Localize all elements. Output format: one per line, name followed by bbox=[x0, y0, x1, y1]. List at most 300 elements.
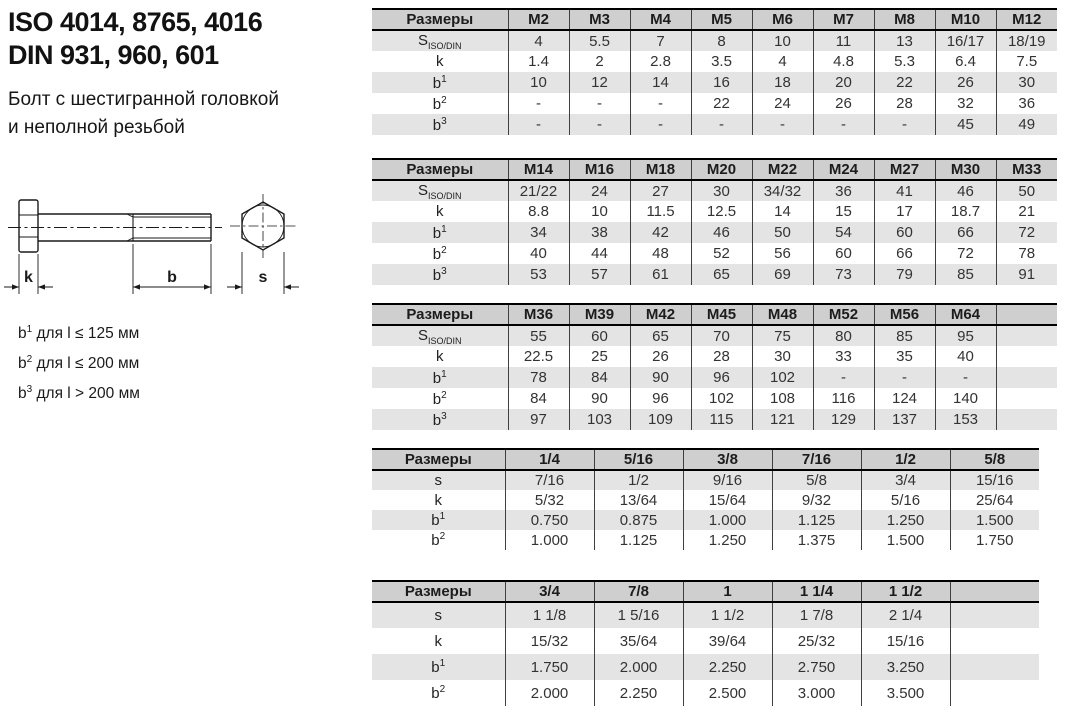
value-cell: 30 bbox=[996, 72, 1057, 93]
value-cell: 36 bbox=[813, 180, 874, 201]
value-cell bbox=[950, 602, 1039, 628]
page-title-line2: DIN 931, 960, 601 bbox=[8, 40, 219, 70]
value-cell bbox=[996, 409, 1057, 430]
value-cell: 56 bbox=[752, 243, 813, 264]
value-cell: 0.750 bbox=[505, 510, 594, 530]
table-row bbox=[372, 490, 1039, 510]
table-row bbox=[372, 51, 1057, 72]
size-header: M27 bbox=[874, 159, 935, 180]
row-label-cell: k bbox=[436, 348, 444, 365]
value-cell: 40 bbox=[935, 346, 996, 367]
value-cell: 12.5 bbox=[691, 201, 752, 222]
value-cell: 12 bbox=[569, 72, 630, 93]
dim-label-s: s bbox=[258, 269, 268, 286]
value-cell: 95 bbox=[935, 325, 996, 346]
value-cell: 28 bbox=[874, 93, 935, 114]
value-cell: 39/64 bbox=[683, 628, 772, 654]
value-cell: 2 bbox=[569, 51, 630, 72]
value-cell bbox=[950, 680, 1039, 706]
value-cell: 96 bbox=[691, 367, 752, 388]
value-cell: 26 bbox=[935, 72, 996, 93]
value-cell: 36 bbox=[996, 93, 1057, 114]
value-cell: 78 bbox=[996, 243, 1057, 264]
value-cell: 25 bbox=[569, 346, 630, 367]
k-arrow-right bbox=[38, 284, 45, 289]
row-label-cell: $b^2$ bbox=[432, 389, 447, 408]
value-cell: 8 bbox=[691, 30, 752, 51]
value-cell: 18 bbox=[752, 72, 813, 93]
value-cell: 24 bbox=[752, 93, 813, 114]
value-cell: 102 bbox=[752, 367, 813, 388]
value-cell: 1.125 bbox=[772, 510, 861, 530]
size-header: 5/8 bbox=[950, 449, 1039, 470]
row-label-cell: s bbox=[372, 602, 505, 628]
size-header: M39 bbox=[569, 304, 630, 325]
row-label-cell: $b^2$ bbox=[432, 244, 447, 263]
value-cell: 48 bbox=[630, 243, 691, 264]
value-cell: 20 bbox=[813, 72, 874, 93]
value-cell: 137 bbox=[874, 409, 935, 430]
dim-label-b: b bbox=[167, 269, 177, 286]
value-cell: 1.500 bbox=[950, 510, 1039, 530]
row-label-cell: $S_{ISO/DIN}$ bbox=[372, 180, 508, 201]
value-cell: 8.8 bbox=[508, 201, 569, 222]
value-cell bbox=[996, 367, 1057, 388]
value-cell: 5/16 bbox=[861, 490, 950, 510]
row-label-cell: $b^3$ bbox=[372, 264, 508, 285]
value-cell bbox=[950, 628, 1039, 654]
value-cell: 22 bbox=[874, 72, 935, 93]
size-header: 1 bbox=[683, 581, 772, 602]
size-header-label: Размеры bbox=[372, 449, 505, 470]
value-cell: 7.5 bbox=[996, 51, 1057, 72]
value-cell: 73 bbox=[813, 264, 874, 285]
value-cell: 90 bbox=[630, 367, 691, 388]
size-header bbox=[950, 581, 1039, 602]
row-label-cell: k bbox=[436, 53, 444, 70]
value-cell: 1.500 bbox=[861, 530, 950, 550]
value-cell: 14 bbox=[752, 201, 813, 222]
subtitle-line1: Болт с шестигранной головкой bbox=[8, 89, 279, 110]
size-header: M22 bbox=[752, 159, 813, 180]
row-label-cell: $b^1$ bbox=[372, 510, 505, 530]
table-metric-m2-m12 bbox=[372, 8, 1057, 135]
value-cell: 2.000 bbox=[594, 654, 683, 680]
value-cell: 96 bbox=[630, 388, 691, 409]
value-cell: 65 bbox=[691, 264, 752, 285]
value-cell: 25/64 bbox=[950, 490, 1039, 510]
value-cell: 22.5 bbox=[508, 346, 569, 367]
value-cell: 75 bbox=[752, 325, 813, 346]
value-cell: - bbox=[813, 114, 874, 135]
bolt-technical-drawing bbox=[0, 184, 330, 310]
value-cell: 3.500 bbox=[861, 680, 950, 706]
value-cell: 5.5 bbox=[569, 30, 630, 51]
value-cell: 18/19 bbox=[996, 30, 1057, 51]
thread-length-notes bbox=[18, 317, 140, 407]
value-cell: 66 bbox=[874, 243, 935, 264]
size-header: M20 bbox=[691, 159, 752, 180]
value-cell: 91 bbox=[996, 264, 1057, 285]
value-cell: 1 5/16 bbox=[594, 602, 683, 628]
value-cell: 2.500 bbox=[683, 680, 772, 706]
value-cell: 116 bbox=[813, 388, 874, 409]
value-cell: - bbox=[813, 367, 874, 388]
value-cell: 15 bbox=[813, 201, 874, 222]
value-cell: 140 bbox=[935, 388, 996, 409]
row-label-cell: $b^2$ bbox=[432, 94, 447, 113]
size-header: M42 bbox=[630, 304, 691, 325]
size-header: M3 bbox=[569, 9, 630, 30]
size-header: M52 bbox=[813, 304, 874, 325]
table-row bbox=[372, 388, 1057, 409]
value-cell: 79 bbox=[874, 264, 935, 285]
table-row bbox=[372, 201, 1057, 222]
row-label-cell: $b^3$ bbox=[372, 409, 508, 430]
value-cell: - bbox=[874, 114, 935, 135]
value-cell: 124 bbox=[874, 388, 935, 409]
row-label-cell: $b^1$ bbox=[372, 72, 508, 93]
value-cell: 15/64 bbox=[683, 490, 772, 510]
value-cell: 1.250 bbox=[683, 530, 772, 550]
value-cell: 33 bbox=[813, 346, 874, 367]
value-cell: 26 bbox=[813, 93, 874, 114]
value-cell: 60 bbox=[874, 222, 935, 243]
row-label-cell: $b^2$ bbox=[431, 684, 446, 702]
value-cell: 30 bbox=[752, 346, 813, 367]
value-cell: 1.4 bbox=[508, 51, 569, 72]
value-cell: 57 bbox=[569, 264, 630, 285]
row-label-cell: k bbox=[436, 203, 444, 220]
value-cell: 27 bbox=[630, 180, 691, 201]
value-cell: 9/16 bbox=[683, 470, 772, 490]
value-cell: 69 bbox=[752, 264, 813, 285]
value-cell: 7 bbox=[630, 30, 691, 51]
value-cell: 90 bbox=[569, 388, 630, 409]
size-header: M30 bbox=[935, 159, 996, 180]
value-cell: - bbox=[569, 114, 630, 135]
value-cell: 60 bbox=[569, 325, 630, 346]
b-arrow-right bbox=[204, 284, 211, 289]
value-cell: 2.250 bbox=[594, 680, 683, 706]
value-cell: 5/8 bbox=[772, 470, 861, 490]
size-header: M56 bbox=[874, 304, 935, 325]
value-cell: 14 bbox=[630, 72, 691, 93]
value-cell: 84 bbox=[569, 367, 630, 388]
value-cell bbox=[996, 388, 1057, 409]
value-cell: 72 bbox=[996, 222, 1057, 243]
value-cell: 32 bbox=[935, 93, 996, 114]
value-cell: 16/17 bbox=[935, 30, 996, 51]
value-cell: - bbox=[935, 367, 996, 388]
size-header: M4 bbox=[630, 9, 691, 30]
table-row bbox=[372, 628, 1039, 654]
value-cell: 1.000 bbox=[683, 510, 772, 530]
value-cell: 3.250 bbox=[861, 654, 950, 680]
size-header: M33 bbox=[996, 159, 1057, 180]
table-row bbox=[372, 530, 1039, 550]
value-cell: - bbox=[874, 367, 935, 388]
dim-label-k: k bbox=[24, 269, 33, 286]
row-label-cell: $b^1$ bbox=[372, 222, 508, 243]
value-cell: 24 bbox=[569, 180, 630, 201]
value-cell: - bbox=[630, 93, 691, 114]
value-cell: 10 bbox=[569, 201, 630, 222]
value-cell: 85 bbox=[935, 264, 996, 285]
row-label-cell: $S_{ISO/DIN}$ bbox=[372, 30, 508, 51]
value-cell: 1/2 bbox=[594, 470, 683, 490]
value-cell bbox=[950, 654, 1039, 680]
value-cell: - bbox=[508, 93, 569, 114]
row-label-cell: $b^1$ bbox=[372, 654, 505, 680]
table-metric-m36-m64 bbox=[372, 303, 1057, 430]
value-cell: 78 bbox=[508, 367, 569, 388]
value-cell: 4 bbox=[752, 51, 813, 72]
row-label-cell: k bbox=[434, 632, 442, 650]
s-arrow-left bbox=[235, 284, 242, 289]
value-cell: 121 bbox=[752, 409, 813, 430]
table-row bbox=[372, 222, 1057, 243]
row-label-cell: s bbox=[372, 470, 505, 490]
value-cell: 102 bbox=[691, 388, 752, 409]
table-row bbox=[372, 367, 1057, 388]
size-header bbox=[996, 304, 1057, 325]
value-cell: 54 bbox=[813, 222, 874, 243]
value-cell: 50 bbox=[996, 180, 1057, 201]
value-cell: 38 bbox=[569, 222, 630, 243]
table-row bbox=[372, 602, 1039, 628]
value-cell: - bbox=[630, 114, 691, 135]
size-header: 1/2 bbox=[861, 449, 950, 470]
size-header: M64 bbox=[935, 304, 996, 325]
value-cell: 15/32 bbox=[505, 628, 594, 654]
size-header: M14 bbox=[508, 159, 569, 180]
value-cell: 7/16 bbox=[505, 470, 594, 490]
size-header: M10 bbox=[935, 9, 996, 30]
row-label-cell: $b^2$ bbox=[431, 531, 446, 549]
value-cell: 103 bbox=[569, 409, 630, 430]
value-cell: 2.750 bbox=[772, 654, 861, 680]
table-row bbox=[372, 264, 1057, 285]
size-header: M12 bbox=[996, 9, 1057, 30]
size-header-label: Размеры bbox=[372, 581, 505, 602]
value-cell: 1 1/2 bbox=[683, 602, 772, 628]
value-cell: 42 bbox=[630, 222, 691, 243]
value-cell: 1 7/8 bbox=[772, 602, 861, 628]
value-cell: 3.5 bbox=[691, 51, 752, 72]
size-header: 7/8 bbox=[594, 581, 683, 602]
value-cell: 4.8 bbox=[813, 51, 874, 72]
size-header: 7/16 bbox=[772, 449, 861, 470]
note-b2: $b^2$ для l ≤ 200 мм bbox=[18, 354, 140, 373]
end-view-centerlines bbox=[230, 194, 296, 258]
value-cell: 5/32 bbox=[505, 490, 594, 510]
table-inch-three-quarter-to-one-half bbox=[372, 580, 1039, 706]
s-arrow-right bbox=[284, 284, 291, 289]
row-label-cell: $b^3$ bbox=[372, 114, 508, 135]
table-row bbox=[372, 654, 1039, 680]
size-header-label: Размеры bbox=[372, 304, 508, 325]
table-row bbox=[372, 93, 1057, 114]
value-cell: 3/4 bbox=[861, 470, 950, 490]
value-cell: 1.250 bbox=[861, 510, 950, 530]
value-cell: 84 bbox=[508, 388, 569, 409]
table-row bbox=[372, 30, 1057, 51]
value-cell: 13 bbox=[874, 30, 935, 51]
standards-title bbox=[8, 6, 262, 72]
table-row bbox=[372, 114, 1057, 135]
value-cell: 52 bbox=[691, 243, 752, 264]
value-cell: 41 bbox=[874, 180, 935, 201]
value-cell: 16 bbox=[691, 72, 752, 93]
value-cell: 46 bbox=[691, 222, 752, 243]
k-arrow-left bbox=[12, 284, 19, 289]
size-header: 1 1/4 bbox=[772, 581, 861, 602]
value-cell: 66 bbox=[935, 222, 996, 243]
value-cell: 49 bbox=[996, 114, 1057, 135]
note-b3: $b^3$ для l > 200 мм bbox=[18, 384, 140, 403]
value-cell: - bbox=[508, 114, 569, 135]
value-cell: 1.750 bbox=[505, 654, 594, 680]
size-header: M6 bbox=[752, 9, 813, 30]
size-header: M45 bbox=[691, 304, 752, 325]
value-cell: 46 bbox=[935, 180, 996, 201]
value-cell: 4 bbox=[508, 30, 569, 51]
table-row bbox=[372, 470, 1039, 490]
row-label-cell: k bbox=[434, 491, 442, 509]
value-cell: 45 bbox=[935, 114, 996, 135]
size-header: M48 bbox=[752, 304, 813, 325]
size-header-label: Размеры bbox=[372, 9, 508, 30]
value-cell: 18.7 bbox=[935, 201, 996, 222]
value-cell: 129 bbox=[813, 409, 874, 430]
value-cell: 35 bbox=[874, 346, 935, 367]
value-cell: 72 bbox=[935, 243, 996, 264]
value-cell: 11.5 bbox=[630, 201, 691, 222]
value-cell: 53 bbox=[508, 264, 569, 285]
table-metric-m14-m33 bbox=[372, 158, 1057, 285]
size-header: M24 bbox=[813, 159, 874, 180]
value-cell: - bbox=[752, 114, 813, 135]
row-label-cell: $b^1$ bbox=[372, 367, 508, 388]
value-cell: 34/32 bbox=[752, 180, 813, 201]
value-cell: 60 bbox=[813, 243, 874, 264]
product-description bbox=[8, 86, 279, 142]
value-cell: 10 bbox=[508, 72, 569, 93]
value-cell: 30 bbox=[691, 180, 752, 201]
size-header: M18 bbox=[630, 159, 691, 180]
bolt-head-side-view bbox=[19, 200, 38, 252]
value-cell: 13/64 bbox=[594, 490, 683, 510]
table-row bbox=[372, 680, 1039, 706]
value-cell: 1.125 bbox=[594, 530, 683, 550]
value-cell: 108 bbox=[752, 388, 813, 409]
value-cell: 97 bbox=[508, 409, 569, 430]
value-cell: 70 bbox=[691, 325, 752, 346]
table-row bbox=[372, 510, 1039, 530]
size-header: M8 bbox=[874, 9, 935, 30]
size-header: M7 bbox=[813, 9, 874, 30]
value-cell: 40 bbox=[508, 243, 569, 264]
value-cell: 80 bbox=[813, 325, 874, 346]
value-cell: 25/32 bbox=[772, 628, 861, 654]
value-cell: 2.250 bbox=[683, 654, 772, 680]
size-header: 1/4 bbox=[505, 449, 594, 470]
value-cell: 11 bbox=[813, 30, 874, 51]
value-cell: 26 bbox=[630, 346, 691, 367]
row-label-cell: $S_{ISO/DIN}$ bbox=[372, 325, 508, 346]
table-inch-quarter-to-five-eighths bbox=[372, 448, 1039, 550]
value-cell: 21/22 bbox=[508, 180, 569, 201]
table-row bbox=[372, 325, 1057, 346]
value-cell: 34 bbox=[508, 222, 569, 243]
table-row bbox=[372, 180, 1057, 201]
value-cell: 1.750 bbox=[950, 530, 1039, 550]
value-cell: 35/64 bbox=[594, 628, 683, 654]
value-cell: 17 bbox=[874, 201, 935, 222]
value-cell: 3.000 bbox=[772, 680, 861, 706]
value-cell: 5.3 bbox=[874, 51, 935, 72]
value-cell: 65 bbox=[630, 325, 691, 346]
value-cell: 2 1/4 bbox=[861, 602, 950, 628]
value-cell: 55 bbox=[508, 325, 569, 346]
table-row bbox=[372, 409, 1057, 430]
value-cell: 21 bbox=[996, 201, 1057, 222]
size-header: 1 1/2 bbox=[861, 581, 950, 602]
size-header: 5/16 bbox=[594, 449, 683, 470]
value-cell: 0.875 bbox=[594, 510, 683, 530]
value-cell: 61 bbox=[630, 264, 691, 285]
value-cell: 1 1/8 bbox=[505, 602, 594, 628]
table-row bbox=[372, 243, 1057, 264]
size-header: M16 bbox=[569, 159, 630, 180]
value-cell: 10 bbox=[752, 30, 813, 51]
value-cell: 15/16 bbox=[950, 470, 1039, 490]
value-cell: 44 bbox=[569, 243, 630, 264]
size-header-label: Размеры bbox=[372, 159, 508, 180]
value-cell: 115 bbox=[691, 409, 752, 430]
value-cell: 153 bbox=[935, 409, 996, 430]
value-cell bbox=[996, 346, 1057, 367]
value-cell: 1.000 bbox=[505, 530, 594, 550]
value-cell: 22 bbox=[691, 93, 752, 114]
value-cell: 15/16 bbox=[861, 628, 950, 654]
value-cell: 28 bbox=[691, 346, 752, 367]
note-b1: $b^1$ для l ≤ 125 мм bbox=[18, 324, 140, 343]
b-arrow-left bbox=[133, 284, 140, 289]
value-cell: 2.8 bbox=[630, 51, 691, 72]
size-header: M2 bbox=[508, 9, 569, 30]
size-header: M5 bbox=[691, 9, 752, 30]
value-cell: 1.375 bbox=[772, 530, 861, 550]
size-header: 3/4 bbox=[505, 581, 594, 602]
value-cell: 85 bbox=[874, 325, 935, 346]
value-cell: 50 bbox=[752, 222, 813, 243]
page-title-line1: ISO 4014, 8765, 4016 bbox=[8, 7, 263, 37]
subtitle-line2: и неполной резьбой bbox=[8, 117, 185, 138]
value-cell: - bbox=[691, 114, 752, 135]
size-header: M36 bbox=[508, 304, 569, 325]
value-cell: - bbox=[569, 93, 630, 114]
value-cell bbox=[996, 325, 1057, 346]
value-cell: 109 bbox=[630, 409, 691, 430]
value-cell: 2.000 bbox=[505, 680, 594, 706]
size-header: 3/8 bbox=[683, 449, 772, 470]
value-cell: 9/32 bbox=[772, 490, 861, 510]
table-row bbox=[372, 346, 1057, 367]
value-cell: 6.4 bbox=[935, 51, 996, 72]
table-row bbox=[372, 72, 1057, 93]
